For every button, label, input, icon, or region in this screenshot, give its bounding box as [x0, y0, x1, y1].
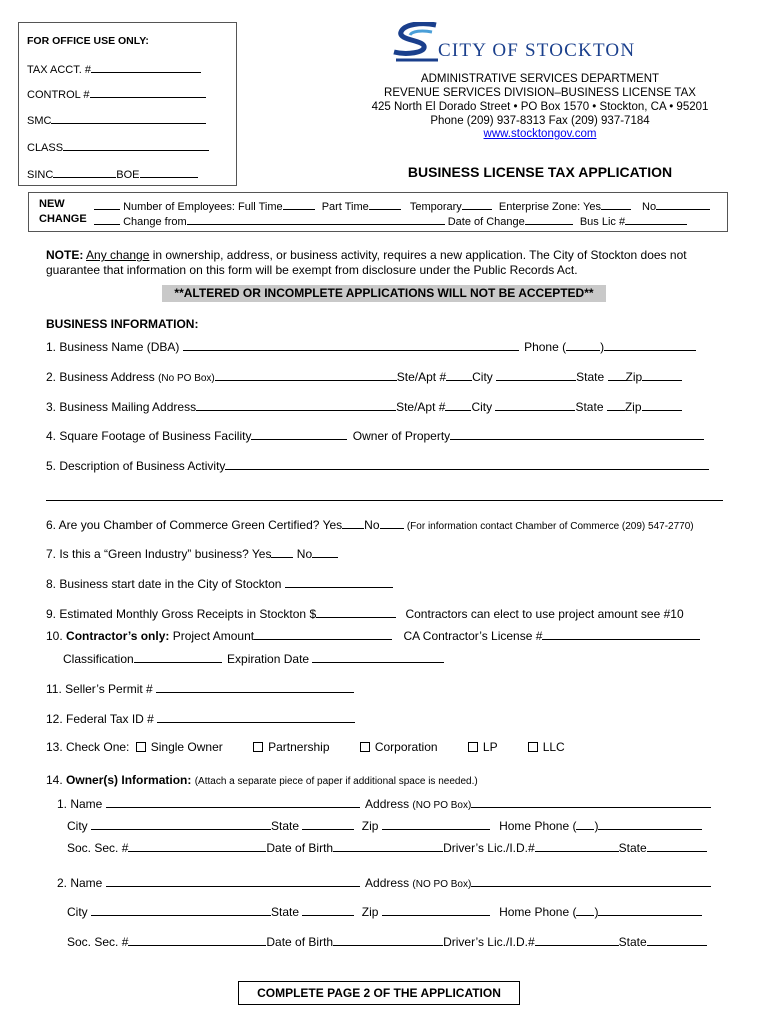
owner1-id-row[interactable]: Soc. Sec. # Date of Birth Driver’s Lic./I.D.# State: [67, 840, 707, 855]
project-amount-label: Project Amount: [172, 629, 255, 643]
q10-num: 10.: [46, 629, 63, 643]
change-from-label: Change from: [123, 216, 187, 228]
tax-acct-label: TAX ACCT. #: [27, 64, 91, 76]
llc-checkbox[interactable]: [528, 742, 538, 752]
corporation-checkbox[interactable]: [360, 742, 370, 752]
owner2-id-row[interactable]: Soc. Sec. # Date of Birth Driver’s Lic./I.D.# State: [67, 934, 707, 949]
corporation-option[interactable]: Corporation: [360, 740, 438, 754]
state-label: State: [576, 370, 605, 384]
office-use-box: [18, 22, 237, 186]
q6-info: (For information contact Chamber of Commerce (209) 547-2770): [406, 521, 694, 532]
ste-label: Ste/Apt #: [396, 370, 447, 384]
smc-label: SMC: [27, 115, 52, 127]
division-name: REVENUE SERVICES DIVISION–BUSINESS LICENSE TAX: [384, 87, 696, 99]
employees-label: Number of Employees: Full Time: [123, 201, 283, 213]
llc-option[interactable]: LLC: [528, 740, 565, 754]
lp-option[interactable]: LP: [468, 740, 497, 754]
q9-note: Contractors can elect to use project amount see #10: [405, 607, 684, 621]
q12-label: 12. Federal Tax ID #: [46, 712, 154, 726]
q6-label: 6. Are you Chamber of Commerce Green Certified? Yes: [46, 518, 343, 532]
q3-label: 3. Business Mailing Address: [46, 400, 197, 414]
dept-name: ADMINISTRATIVE SERVICES DEPARTMENT: [420, 73, 660, 85]
stockton-s-icon: [392, 22, 440, 66]
mailing-address-field[interactable]: [46, 399, 682, 414]
square-footage-field[interactable]: [46, 428, 704, 443]
temporary-label: Temporary: [409, 201, 462, 213]
city-name: CITY OF STOCKTON: [438, 40, 636, 61]
sinc-boe-field[interactable]: [27, 166, 198, 181]
website-row: [350, 128, 730, 140]
lp-checkbox[interactable]: [468, 742, 478, 752]
federal-tax-id-field[interactable]: [46, 711, 355, 726]
mail-ste-label: Ste/Apt #: [396, 400, 446, 414]
new-label: NEW: [39, 198, 65, 210]
date-of-change-label: Date of Change: [447, 216, 525, 228]
description-field[interactable]: [46, 458, 709, 473]
tax-acct-field[interactable]: [27, 61, 201, 76]
enterprise-zone-label: Enterprise Zone: Yes: [498, 201, 601, 213]
zip-label: Zip: [625, 370, 643, 384]
class-field[interactable]: [27, 139, 209, 154]
sellers-permit-field[interactable]: [46, 681, 354, 696]
q10-bold: Contractor’s only:: [66, 629, 170, 643]
note-label: NOTE:: [46, 248, 84, 262]
city-address: 425 North El Dorado Street • PO Box 1570 • Stockton, CA • 95201: [371, 101, 709, 113]
q5-label: 5. Description of Business Activity: [46, 459, 226, 473]
owners-note: (Attach a separate piece of paper if additional space is needed.): [194, 776, 478, 787]
mail-state-label: State: [575, 400, 604, 414]
class-label: CLASS: [27, 142, 64, 154]
no-po-note: (No PO Box): [158, 373, 215, 384]
page-title: BUSINESS LICENSE TAX APPLICATION: [407, 164, 673, 180]
owner-property-label: Owner of Property: [352, 429, 451, 443]
q13-label: 13. Check One:: [46, 740, 130, 754]
business-name-field[interactable]: [46, 339, 696, 354]
partnership-checkbox[interactable]: [253, 742, 263, 752]
q1-label: 1. Business Name (DBA): [46, 340, 180, 354]
complete-page-2-box: COMPLETE PAGE 2 OF THE APPLICATION: [238, 981, 520, 1005]
q2-label: 2. Business Address: [46, 370, 155, 384]
owner1-name-label: 1. Name: [57, 797, 103, 811]
sinc-label: SINC: [27, 169, 54, 181]
owner2-city-row[interactable]: City State Zip Home Phone ( ): [67, 904, 702, 919]
bus-lic-label: Bus Lic #: [579, 216, 626, 228]
mail-zip-label: Zip: [624, 400, 642, 414]
q7-label: 7. Is this a “Green Industry” business? Yes: [46, 547, 272, 561]
control-field[interactable]: [27, 86, 206, 101]
owner2-address-label: Address: [365, 876, 410, 890]
warning-banner: **ALTERED OR INCOMPLETE APPLICATIONS WILL NOT BE ACCEPTED**: [162, 285, 606, 302]
office-use-heading: FOR OFFICE USE ONLY:: [27, 35, 149, 47]
new-change-box: [28, 192, 728, 232]
single-owner-option[interactable]: Single Owner: [136, 740, 223, 754]
q7-no-label: No: [296, 547, 313, 561]
note-text: in ownership, address, or business activity, requires a new application. The City of Stockton does not guarantee that information on this form will be exempt from disclosure under the Public Records Act.: [46, 248, 687, 277]
classification-field[interactable]: [63, 651, 444, 666]
green-certified-field[interactable]: [46, 517, 694, 532]
q11-label: 11. Seller’s Permit #: [46, 682, 153, 696]
enterprise-no-label: No: [642, 201, 657, 213]
business-address-field[interactable]: [46, 369, 682, 384]
green-industry-field[interactable]: [46, 546, 338, 561]
start-date-field[interactable]: [46, 576, 393, 591]
q6-no-label: No: [364, 518, 380, 532]
part-time-label: Part Time: [321, 201, 369, 213]
owner2-name-label: 2. Name: [57, 876, 103, 890]
contractor-field[interactable]: [46, 628, 700, 643]
change-label: CHANGE: [39, 213, 87, 225]
partnership-option[interactable]: Partnership: [253, 740, 329, 754]
website-link[interactable]: www.stocktongov.com: [483, 128, 597, 140]
expiration-label: Expiration Date: [227, 652, 310, 666]
city-logo: [392, 22, 682, 66]
contractor-license-label: CA Contractor’s License #: [403, 629, 543, 643]
employees-row[interactable]: [94, 198, 710, 213]
entity-type-row: [46, 740, 565, 754]
boe-label: BOE: [116, 169, 140, 181]
city-label: City: [472, 370, 493, 384]
smc-field[interactable]: [27, 112, 206, 127]
business-info-heading: BUSINESS INFORMATION:: [46, 317, 199, 331]
gross-receipts-field[interactable]: [46, 606, 684, 621]
phone-close: ): [600, 340, 605, 354]
description-line-2[interactable]: [46, 488, 723, 501]
owner1-name-row[interactable]: 1. Name Address (NO PO Box): [57, 796, 711, 811]
phone-label: Phone (: [524, 340, 567, 354]
owner1-address-label: Address: [365, 797, 410, 811]
change-from-row[interactable]: [94, 213, 687, 228]
mail-city-label: City: [471, 400, 493, 414]
owner1-city-row[interactable]: City State Zip Home Phone ( ): [67, 818, 702, 833]
control-label: CONTROL #: [27, 89, 90, 101]
owners-heading: 14. Owner(s) Information: (Attach a separate piece of paper if additional space is needed.): [46, 773, 478, 787]
q4-label: 4. Square Footage of Business Facility: [46, 429, 252, 443]
city-phone: Phone (209) 937-8313 Fax (209) 937-7184: [430, 115, 650, 127]
q9-label: 9. Estimated Monthly Gross Receipts in Stockton $: [46, 607, 317, 621]
owner2-name-row[interactable]: 2. Name Address (NO PO Box): [57, 875, 711, 890]
single-owner-checkbox[interactable]: [136, 742, 146, 752]
note-paragraph: [46, 248, 736, 278]
note-any-change: Any change: [86, 248, 150, 262]
q8-label: 8. Business start date in the City of Stockton: [46, 577, 282, 591]
classification-label: Classification: [63, 652, 134, 666]
